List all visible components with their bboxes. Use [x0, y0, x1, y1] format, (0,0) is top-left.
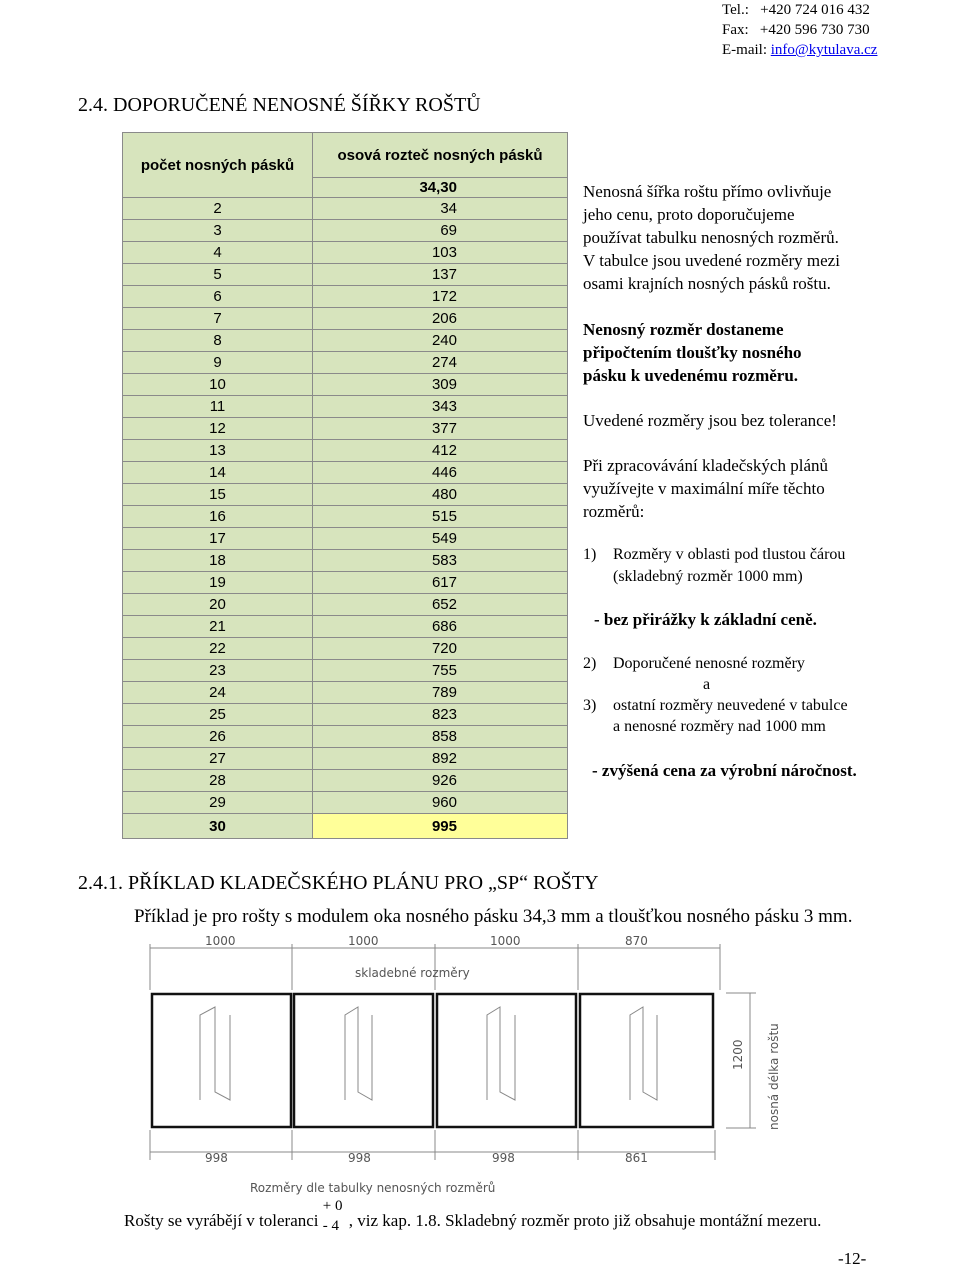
cell-width: 652	[313, 594, 568, 616]
cell-width: 858	[313, 726, 568, 748]
cell-count: 24	[123, 682, 313, 704]
item-text: Rozměry v oblasti pod tlustou čárou	[613, 546, 846, 563]
cell-count: 16	[123, 506, 313, 528]
cell-width: 549	[313, 528, 568, 550]
p1-line: jeho cenu, proto doporučujeme	[583, 205, 795, 224]
top-dim-1: 1000	[205, 934, 236, 948]
cell-width: 206	[313, 308, 568, 330]
cell-count: 5	[123, 264, 313, 286]
bottom-label: Rozměry dle tabulky nenosných rozměrů	[250, 1181, 496, 1195]
example-text: Příklad je pro rošty s modulem oka nosného pásku 34,3 mm a tloušťkou nosného pásku 3 mm.	[134, 906, 853, 927]
contact-email: E-mail: info@kytulava.cz	[722, 42, 878, 58]
p2-line: připočtením tloušťky nosného	[583, 343, 802, 362]
cell-width: 617	[313, 572, 568, 594]
cell-count: 18	[123, 550, 313, 572]
cell-count: 4	[123, 242, 313, 264]
table-header-pitch: osová rozteč nosných pásků	[313, 133, 568, 178]
cell-count: 26	[123, 726, 313, 748]
cell-count: 23	[123, 660, 313, 682]
item-number: 3)	[583, 697, 597, 714]
item-text: Doporučené nenosné rozměry	[613, 655, 805, 672]
cell-width: 995	[313, 814, 568, 839]
note-no-surcharge: - bez přirážky k základní ceně.	[594, 610, 817, 629]
cell-count: 3	[123, 220, 313, 242]
cell-width: 309	[313, 374, 568, 396]
item-number: 1)	[583, 546, 597, 563]
cell-width: 823	[313, 704, 568, 726]
bottom-dim-4: 861	[625, 1151, 648, 1165]
tolerance-plus: + 0	[322, 1198, 343, 1214]
cell-width: 480	[313, 484, 568, 506]
cell-width: 274	[313, 352, 568, 374]
email-link[interactable]: info@kytulava.cz	[770, 42, 878, 58]
cell-count: 13	[123, 440, 313, 462]
cell-count: 27	[123, 748, 313, 770]
cell-count: 9	[123, 352, 313, 374]
cell-width: 240	[313, 330, 568, 352]
cell-count: 19	[123, 572, 313, 594]
cell-count: 6	[123, 286, 313, 308]
p1-line: používat tabulku nenosných rozměrů.	[583, 228, 839, 247]
cell-width: 583	[313, 550, 568, 572]
cell-count: 29	[123, 792, 313, 814]
cell-width: 69	[313, 220, 568, 242]
top-label: skladebné rozměry	[355, 966, 470, 980]
cell-count: 21	[123, 616, 313, 638]
cell-count: 7	[123, 308, 313, 330]
item-number: 2)	[583, 655, 597, 672]
bottom-dim-2: 998	[348, 1151, 371, 1165]
cell-width: 960	[313, 792, 568, 814]
p4-line: Při zpracovávání kladečských plánů	[583, 456, 828, 475]
p2-line: pásku k uvedenému rozměru.	[583, 366, 799, 385]
bottom-dim-3: 998	[492, 1151, 515, 1165]
p1-line: osami krajních nosných pásků roštu.	[583, 274, 831, 293]
cell-count: 30	[123, 814, 313, 839]
p1-line: V tabulce jsou uvedené rozměry mezi	[583, 251, 840, 270]
cell-width: 34	[313, 198, 568, 220]
cell-count: 17	[123, 528, 313, 550]
cell-width: 343	[313, 396, 568, 418]
height-label: nosná délka roštu	[767, 1023, 781, 1130]
top-dim-2: 1000	[348, 934, 379, 948]
cell-width: 926	[313, 770, 568, 792]
p4-line: využívejte v maximální míře těchto	[583, 479, 825, 498]
cell-width: 446	[313, 462, 568, 484]
cell-width: 103	[313, 242, 568, 264]
paragraph-3: Uvedené rozměry jsou bez tolerance!	[583, 411, 837, 430]
contact-tel: Tel.: +420 724 016 432	[722, 2, 870, 18]
cell-width: 755	[313, 660, 568, 682]
cell-count: 14	[123, 462, 313, 484]
tolerance-footnote	[124, 1198, 822, 1234]
cell-count: 28	[123, 770, 313, 792]
p1-line: Nenosná šířka roštu přímo ovlivňuje	[583, 182, 832, 201]
grating-panels	[152, 994, 713, 1127]
table-pitch-value: 34,30	[313, 178, 568, 198]
cell-width: 720	[313, 638, 568, 660]
note-higher-price: - zvýšená cena za výrobní náročnost.	[592, 761, 857, 780]
cell-count: 12	[123, 418, 313, 440]
contact-fax: Fax: +420 596 730 730	[722, 22, 870, 38]
p2-line: Nenosný rozměr dostaneme	[583, 320, 784, 339]
top-dim-3: 1000	[490, 934, 521, 948]
section-title: 2.4. DOPORUČENÉ NENOSNÉ ŠÍŘKY ROŠTŮ	[78, 94, 481, 116]
height-dim: 1200	[731, 1039, 745, 1070]
footnote-after: , viz kap. 1.8. Skladebný rozměr proto již obsahuje montážní mezeru.	[348, 1211, 822, 1230]
cell-width: 789	[313, 682, 568, 704]
cell-count: 25	[123, 704, 313, 726]
top-dim-4: 870	[625, 934, 648, 948]
page-number: -12-	[838, 1249, 867, 1268]
cell-count: 2	[123, 198, 313, 220]
footnote-before: Rošty se vyrábějí v toleranci	[124, 1211, 319, 1230]
cell-count: 15	[123, 484, 313, 506]
cell-count: 11	[123, 396, 313, 418]
cell-width: 412	[313, 440, 568, 462]
and-text: a	[703, 676, 711, 693]
cell-count: 20	[123, 594, 313, 616]
cell-count: 10	[123, 374, 313, 396]
p4-line: rozměrů:	[583, 502, 645, 521]
cell-count: 8	[123, 330, 313, 352]
bottom-dim-1: 998	[205, 1151, 228, 1165]
table-header-count: počet nosných pásků	[123, 133, 313, 198]
cell-width: 377	[313, 418, 568, 440]
item-text: a nenosné rozměry nad 1000 mm	[613, 718, 826, 735]
cell-width: 515	[313, 506, 568, 528]
cell-width: 686	[313, 616, 568, 638]
cell-width: 892	[313, 748, 568, 770]
cell-count: 22	[123, 638, 313, 660]
tolerance-value	[322, 1198, 349, 1234]
cell-width: 172	[313, 286, 568, 308]
load-bar-arrows	[200, 1007, 657, 1100]
cell-width: 137	[313, 264, 568, 286]
tolerance-minus: - 4	[322, 1218, 340, 1234]
item-text: (skladebný rozměr 1000 mm)	[613, 568, 803, 585]
item-text: ostatní rozměry neuvedené v tabulce	[613, 697, 848, 714]
subsection-title: 2.4.1. PŘÍKLAD KLADEČSKÉHO PLÁNU PRO „SP“ ROŠTY	[78, 872, 599, 894]
